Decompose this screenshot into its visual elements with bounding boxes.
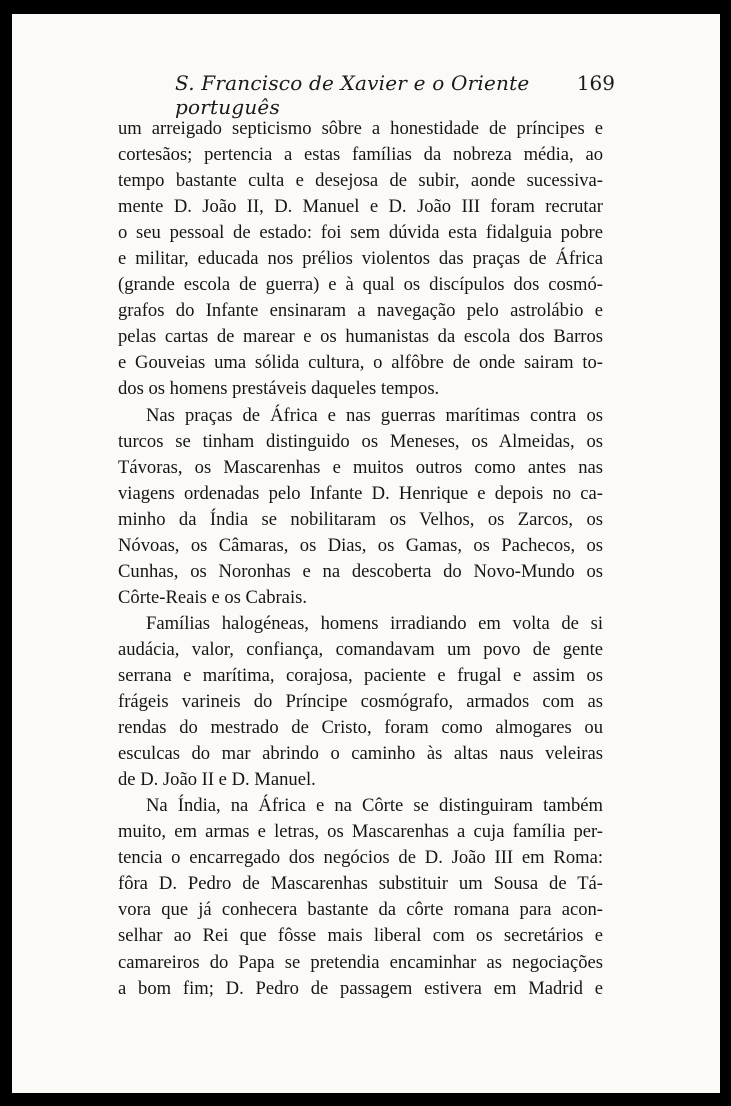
text-line: tencia o encarregado dos negócios de D. João III em Roma: (118, 847, 603, 869)
text-line: turcos se tinham distinguido os Meneses, os Almeidas, os (118, 430, 603, 452)
text-line: pelas cartas de marear e os humanistas da escola dos Barros (118, 326, 603, 348)
text-line: (grande escola de guerra) e à qual os discípulos dos cosmó- (118, 274, 603, 296)
text-line: Cunhas, os Noronhas e na descoberta do Novo-Mundo os (118, 560, 603, 582)
text-line: cortesãos; pertencia a estas famílias da nobreza média, ao (118, 144, 603, 166)
text-line: mente D. João II, D. Manuel e D. João III foram recrutar (118, 196, 603, 218)
text-line: um arreigado septicismo sôbre a honestidade de príncipes e (118, 118, 603, 139)
text-line: minho da Índia se nobilitaram os Velhos, os Zarcos, os (118, 508, 603, 530)
text-line: grafos do Infante ensinaram a navegação pelo astrolábio e (118, 300, 603, 322)
text-line: a bom fim; D. Pedro de passagem estivera em Madrid e (118, 977, 603, 999)
book-page (12, 14, 720, 1093)
text-line: de D. João II e D. Manuel. (118, 769, 316, 791)
text-line: Na Índia, na África e na Côrte se distinguiram também (146, 795, 603, 817)
text-line: e militar, educada nos prélios violentos das praças de África (118, 248, 603, 270)
text-line: Távoras, os Mascarenhas e muitos outros como antes nas (118, 456, 603, 478)
text-line: Nóvoas, os Câmaras, os Dias, os Gamas, os Pachecos, os (118, 534, 603, 556)
text-line: viagens ordenadas pelo Infante D. Henrique e depois no ca- (118, 482, 603, 504)
body-text (118, 116, 603, 1002)
text-line: frágeis varineis do Príncipe cosmógrafo, armados com as (118, 691, 603, 713)
text-line: serrana e marítima, corajosa, paciente e frugal e assim os (118, 664, 603, 686)
text-line: muito, em armas e letras, os Mascarenhas a cuja família per- (118, 821, 603, 843)
page-number: 169 (576, 71, 615, 95)
text-line: Côrte-Reais e os Cabrais. (118, 586, 307, 608)
text-line: audácia, valor, confiança, comandavam um povo de gente (118, 638, 603, 660)
text-line: esculcas do mar abrindo o caminho às altas naus veleiras (118, 743, 603, 765)
text-line: camareiros do Papa se pretendia encaminhar as negociações (118, 951, 603, 973)
text-line: rendas do mestrado de Cristo, foram como almogares ou (118, 717, 603, 739)
text-line: Nas praças de África e nas guerras marítimas contra os (146, 404, 603, 426)
running-title: S. Francisco de Xavier e o Oriente português (175, 71, 530, 119)
text-line: Famílias halogéneas, homens irradiando em volta de si (146, 612, 603, 634)
text-line: e Gouveias uma sólida cultura, o alfôbre de onde sairam to- (118, 352, 603, 374)
text-line: vora que já conhecera bastante da côrte romana para acon- (118, 899, 603, 921)
text-line: selhar ao Rei que fôsse mais liberal com os secretários e (118, 925, 603, 947)
text-line: tempo bastante culta e desejosa de subir, aonde sucessiva- (118, 170, 603, 192)
running-header (175, 71, 615, 119)
text-line: fôra D. Pedro de Mascarenhas substituir um Sousa de Tá- (118, 873, 603, 895)
text-line: o seu pessoal de estado: foi sem dúvida esta fidalguia pobre (118, 222, 603, 244)
text-line: dos os homens prestáveis daqueles tempos. (118, 378, 440, 400)
